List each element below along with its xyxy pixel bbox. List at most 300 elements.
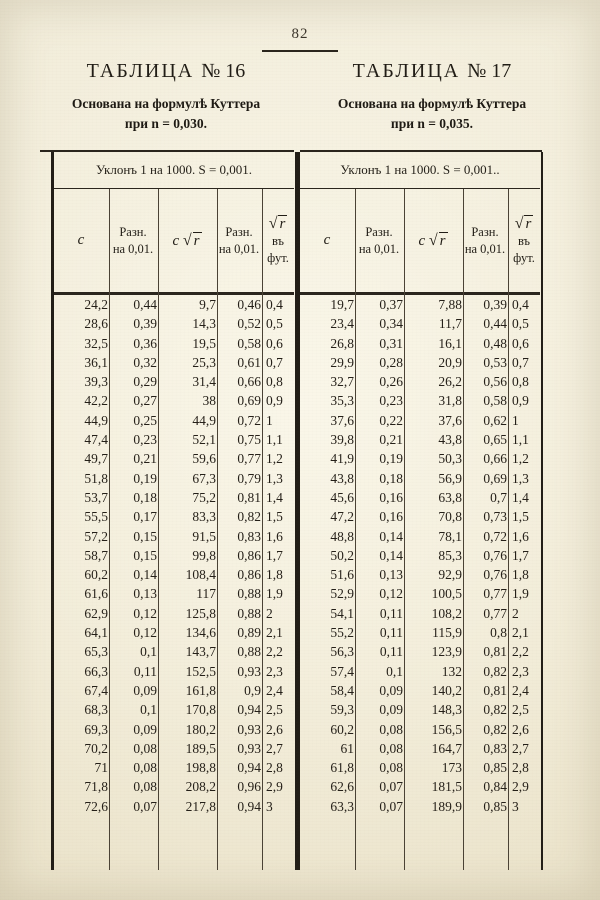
table-16-header-row <box>54 189 294 292</box>
table-17-cell-c_sqrt: 132 <box>441 663 462 679</box>
table-17-cell-d1: 0,08 <box>379 721 403 737</box>
table-16-cell-d1: 0,09 <box>133 721 157 737</box>
table-16-col-head-c-sqrt-r: c √ r <box>172 231 200 249</box>
table-17-cell-d2: 0,58 <box>483 393 507 409</box>
table-row <box>54 449 294 468</box>
table-17-cell-sqrt_r: 2,4 <box>512 682 529 698</box>
table-17-cell-sqrt_r: 2,6 <box>512 721 529 737</box>
table-16-cell-d2: 0,88 <box>237 644 261 660</box>
table-row <box>300 314 540 333</box>
table-17-cell-d1: 0,1 <box>386 663 403 679</box>
table-17-cell-d1: 0,12 <box>379 586 403 602</box>
table-16-cell-sqrt_r: 3 <box>266 798 273 814</box>
table-row <box>54 411 294 430</box>
table-17-cell-d2: 0,84 <box>483 779 507 795</box>
table-row <box>54 758 294 777</box>
table-16-cell-d2: 0,94 <box>237 798 261 814</box>
table-16-cell-d2: 0,9 <box>244 682 261 698</box>
table-16-cell-d1: 0,39 <box>133 316 157 332</box>
table-17-cell-d1: 0,14 <box>379 528 403 544</box>
table-17-cell-c_sqrt: 164,7 <box>431 740 462 756</box>
table-17-cell-d1: 0,16 <box>379 509 403 525</box>
table-17-cell-d1: 0,11 <box>379 605 403 621</box>
table-16-cell-d1: 0,19 <box>133 470 157 486</box>
table-16-cell-d1: 0,13 <box>133 586 157 602</box>
table-17-cell-c: 61,8 <box>330 760 354 776</box>
table-17-cell-d2: 0,48 <box>483 335 507 351</box>
table-16-cell-d2: 0,83 <box>237 528 261 544</box>
table-17-cell-d2: 0,85 <box>483 760 507 776</box>
table-17-col-head-diff2: Разн. на 0,01. <box>464 224 506 256</box>
table-17-cell-d1: 0,13 <box>379 567 403 583</box>
table-17-cell-c_sqrt: 115,9 <box>432 625 462 641</box>
table-17-cell-c: 57,4 <box>330 663 354 679</box>
table-16-cell-c: 42,2 <box>84 393 108 409</box>
table-17-cell-c_sqrt: 37,6 <box>438 412 462 428</box>
table-16-col-head-sqrt-r-feet: √ r въ фут. <box>267 214 289 265</box>
table-17-cell-d2: 0,81 <box>483 644 507 660</box>
table-row <box>300 623 540 642</box>
table-17-cell-c: 54,1 <box>330 605 354 621</box>
table-row <box>300 411 540 430</box>
table-16-cell-d2: 0,61 <box>237 354 261 370</box>
table-17-cell-sqrt_r: 1,1 <box>512 432 529 448</box>
table-16-cell-d2: 0,93 <box>237 740 261 756</box>
table-17-cell-c_sqrt: 63,8 <box>438 489 462 505</box>
table-16-cell-c_sqrt: 99,8 <box>192 547 216 563</box>
table-16-cell-sqrt_r: 2,4 <box>266 682 283 698</box>
table-17-cell-d2: 0,7 <box>490 489 507 505</box>
table-17-cell-c: 47,2 <box>330 509 354 525</box>
table-17-subtitle-line1: Основана на формулѣ Куттера <box>337 96 527 111</box>
table-16-cell-c_sqrt: 59,6 <box>192 451 216 467</box>
table-16-cell-sqrt_r: 2,5 <box>266 702 283 718</box>
table-17-cell-sqrt_r: 2,8 <box>512 760 529 776</box>
table-17-cell-c: 52,9 <box>330 586 354 602</box>
table-17-cell-c: 55,2 <box>330 625 354 641</box>
folio-rule <box>262 50 338 52</box>
table-17-cell-d1: 0,23 <box>379 393 403 409</box>
table-17-cell-d2: 0,76 <box>483 547 507 563</box>
table-16-cell-c_sqrt: 117 <box>196 586 216 602</box>
table-row <box>300 449 540 468</box>
table-16-cell-sqrt_r: 2,9 <box>266 779 283 795</box>
table-16-cell-d1: 0,21 <box>133 451 157 467</box>
table-row <box>54 430 294 449</box>
table-16-cell-sqrt_r: 1,7 <box>266 547 283 563</box>
table-17-cell-sqrt_r: 0,6 <box>512 335 529 351</box>
table-16-cell-d2: 0,79 <box>237 470 261 486</box>
table-16-cell-c_sqrt: 180,2 <box>185 721 216 737</box>
table-16-cell-c: 69,3 <box>84 721 108 737</box>
table-16-cell-c_sqrt: 75,2 <box>192 489 216 505</box>
table-row <box>300 604 540 623</box>
table-17-col-head-diff1: Разн. на 0,01. <box>358 224 400 256</box>
table-16-cell-d1: 0,23 <box>133 432 157 448</box>
table-16-cell-c_sqrt: 67,3 <box>192 470 216 486</box>
table-17-cell-d2: 0,53 <box>483 354 507 370</box>
table-16-cell-sqrt_r: 0,8 <box>266 374 283 390</box>
table-16-cell-sqrt_r: 2,7 <box>266 740 283 756</box>
table-16-cell-d2: 0,88 <box>237 605 261 621</box>
table-17-cell-d2: 0,66 <box>483 451 507 467</box>
table-17-cell-d1: 0,34 <box>379 316 403 332</box>
table-17-cell-c: 19,7 <box>330 297 354 312</box>
table-17-column-separator-4 <box>508 189 509 870</box>
table-17-cell-sqrt_r: 1 <box>512 412 519 428</box>
table-16-cell-c: 39,3 <box>84 374 108 390</box>
table-row <box>54 739 294 758</box>
table-16-cell-c: 24,2 <box>84 297 108 312</box>
table-17-cell-c: 32,7 <box>330 374 354 390</box>
table-row <box>300 391 540 410</box>
table-16-cell-c: 58,7 <box>84 547 108 563</box>
table-16-col-head-c: c <box>77 232 85 248</box>
table-17-cell-d1: 0,28 <box>379 354 403 370</box>
table-16-cell-d1: 0,27 <box>133 393 157 409</box>
table-17-cell-d2: 0,39 <box>483 297 507 312</box>
table-17-cell-sqrt_r: 2,3 <box>512 663 529 679</box>
table-16-cell-d2: 0,69 <box>237 393 261 409</box>
table-17-cell-d2: 0,77 <box>483 605 507 621</box>
table-17-cell-sqrt_r: 1,3 <box>512 470 529 486</box>
table-row <box>300 295 540 314</box>
table-17-cell-sqrt_r: 2,7 <box>512 740 529 756</box>
table-16-cell-c: 55,5 <box>84 509 108 525</box>
table-17-cell-sqrt_r: 2,5 <box>512 702 529 718</box>
table-17-cell-d1: 0,22 <box>379 412 403 428</box>
table-16-column-separator-1 <box>109 189 110 870</box>
table-17-cell-c: 62,6 <box>330 779 354 795</box>
table-16-cell-d2: 0,58 <box>237 335 261 351</box>
table-row <box>300 507 540 526</box>
table-16-cell-d1: 0,32 <box>133 354 157 370</box>
table-16-cell-d2: 0,66 <box>237 374 261 390</box>
table-17-cell-d2: 0,8 <box>490 625 507 641</box>
table-16-cell-d1: 0,44 <box>133 297 157 312</box>
table-row <box>300 430 540 449</box>
table-16-cell-sqrt_r: 2,3 <box>266 663 283 679</box>
table-16-subtitle-line1: Основана на формулѣ Куттера <box>71 96 261 111</box>
table-17-cell-c_sqrt: 108,2 <box>431 605 462 621</box>
table-17-cell-sqrt_r: 1,9 <box>512 586 529 602</box>
table-17-cell-sqrt_r: 2,2 <box>512 644 529 660</box>
table-17-cell-c_sqrt: 140,2 <box>431 682 462 698</box>
table-16-cell-c: 67,4 <box>84 682 108 698</box>
table-17-cell-c: 48,8 <box>330 528 354 544</box>
table-17-cell-d1: 0,18 <box>379 470 403 486</box>
table-16-cell-c: 51,8 <box>84 470 108 486</box>
table-row <box>300 720 540 739</box>
table-16-subtitle <box>38 94 294 134</box>
table-16-title <box>38 60 294 83</box>
table-16-cell-c_sqrt: 170,8 <box>185 702 216 718</box>
table-17-cell-c_sqrt: 100,5 <box>431 586 462 602</box>
table-16-cell-c_sqrt: 161,8 <box>185 682 216 698</box>
table-16-cell-sqrt_r: 0,4 <box>266 297 283 312</box>
table-17-cell-c: 63,3 <box>330 798 354 814</box>
table-17-cell-c_sqrt: 7,88 <box>438 297 462 312</box>
table-16-cell-sqrt_r: 0,9 <box>266 393 283 409</box>
table-17-cell-c_sqrt: 56,9 <box>438 470 462 486</box>
table-17-cell-d1: 0,21 <box>379 432 403 448</box>
table-17-cell-c: 26,8 <box>330 335 354 351</box>
table-16-cell-c: 68,3 <box>84 702 108 718</box>
table-17-cell-c_sqrt: 189,9 <box>431 798 462 814</box>
table-16-cell-c_sqrt: 108,4 <box>185 567 216 583</box>
table-17-cell-c_sqrt: 26,2 <box>438 374 462 390</box>
table-16-cell-sqrt_r: 1,2 <box>266 451 283 467</box>
table-17-cell-d1: 0,09 <box>379 702 403 718</box>
table-17-cell-sqrt_r: 2,9 <box>512 779 529 795</box>
table-16-cell-d1: 0,25 <box>133 412 157 428</box>
table-17-cell-d1: 0,16 <box>379 489 403 505</box>
table-17-cell-c: 59,3 <box>330 702 354 718</box>
table-16-cell-sqrt_r: 2,1 <box>266 625 283 641</box>
table-row <box>54 565 294 584</box>
table-17-cell-sqrt_r: 1,5 <box>512 509 529 525</box>
table-17-cell-c_sqrt: 85,3 <box>438 547 462 563</box>
table-17-cell-d1: 0,31 <box>379 335 403 351</box>
table-row <box>300 642 540 661</box>
table-16-cell-d2: 0,94 <box>237 702 261 718</box>
table-17-cell-sqrt_r: 0,7 <box>512 354 529 370</box>
table-16-cell-sqrt_r: 1,6 <box>266 528 283 544</box>
table-16-cell-d2: 0,96 <box>237 779 261 795</box>
table-row <box>300 372 540 391</box>
table-17-cell-c: 39,8 <box>330 432 354 448</box>
table-17-cell-sqrt_r: 1,2 <box>512 451 529 467</box>
table-row <box>54 527 294 546</box>
table-17-cell-c: 58,4 <box>330 682 354 698</box>
table-16-cell-c_sqrt: 44,9 <box>192 412 216 428</box>
table-row <box>300 488 540 507</box>
table-16-cell-sqrt_r: 1,3 <box>266 470 283 486</box>
table-16-cell-d2: 0,93 <box>237 721 261 737</box>
table-row <box>54 391 294 410</box>
table-16-cell-c_sqrt: 143,7 <box>185 644 216 660</box>
table-16-cell-c_sqrt: 83,3 <box>192 509 216 525</box>
table-16-body <box>54 295 294 816</box>
table-16-cell-d2: 0,77 <box>237 451 261 467</box>
table-17-cell-sqrt_r: 2 <box>512 605 519 621</box>
table-17-cell-c: 50,2 <box>330 547 354 563</box>
table-17-cell-c_sqrt: 173 <box>441 760 462 776</box>
table-row <box>300 334 540 353</box>
table-17-title <box>300 60 564 83</box>
table-17-body <box>300 295 540 816</box>
table-16-cell-c_sqrt: 9,7 <box>199 297 216 312</box>
table-16-cell-c_sqrt: 189,5 <box>185 740 216 756</box>
table-16-cell-d2: 0,94 <box>237 760 261 776</box>
table-17-band-caption: Уклонъ 1 на 1000. S = 0,001.. <box>340 162 500 177</box>
table-row <box>54 604 294 623</box>
table-row <box>54 777 294 796</box>
table-17-cell-d1: 0,19 <box>379 451 403 467</box>
table-17-column-separator-3 <box>463 189 464 870</box>
table-17-cell-d1: 0,26 <box>379 374 403 390</box>
table-17-subtitle-line2: при n = 0,035. <box>390 116 474 131</box>
table-17-cell-c_sqrt: 156,5 <box>431 721 462 737</box>
table-row <box>54 681 294 700</box>
table-17-cell-d1: 0,09 <box>379 682 403 698</box>
table-17-cell-d1: 0,08 <box>379 760 403 776</box>
table-row <box>54 295 294 314</box>
table-16-cell-c: 61,6 <box>84 586 108 602</box>
table-16-cell-c: 64,1 <box>84 625 108 641</box>
table-row <box>54 720 294 739</box>
table-16-column-separator-2 <box>158 189 159 870</box>
table-17-column-separator-1 <box>355 189 356 870</box>
table-16-cell-d1: 0,1 <box>140 644 157 660</box>
table-16-cell-c_sqrt: 208,2 <box>185 779 216 795</box>
table-16-cell-d1: 0,15 <box>133 547 157 563</box>
table-16-title-prefix: ТАБЛИЦА <box>86 60 195 82</box>
table-row <box>54 469 294 488</box>
table-16-cell-c: 60,2 <box>84 567 108 583</box>
table-row <box>54 488 294 507</box>
table-16-cell-c: 44,9 <box>84 412 108 428</box>
table-17-cell-c_sqrt: 50,3 <box>438 451 462 467</box>
table-16-cell-d2: 0,88 <box>237 586 261 602</box>
table-17-cell-sqrt_r: 3 <box>512 798 519 814</box>
table-16-column-separator-4 <box>262 189 263 870</box>
table-17-cell-c: 61 <box>340 740 354 756</box>
table-17-col-head-sqrt-r-feet: √ r въ фут. <box>513 214 535 265</box>
table-17-cell-c_sqrt: 11,7 <box>438 316 462 332</box>
table-17-cell-c: 29,9 <box>330 354 354 370</box>
table-17-cell-d2: 0,73 <box>483 509 507 525</box>
table-16-cell-sqrt_r: 0,7 <box>266 354 283 370</box>
table-16-cell-c: 49,7 <box>84 451 108 467</box>
table-16-cell-d1: 0,29 <box>133 374 157 390</box>
table-17 <box>300 152 540 870</box>
table-16-cell-sqrt_r: 0,6 <box>266 335 283 351</box>
table-16-cell-sqrt_r: 1,8 <box>266 567 283 583</box>
table-16-cell-c_sqrt: 14,3 <box>192 316 216 332</box>
table-row <box>300 797 540 816</box>
table-16-cell-d1: 0,08 <box>133 779 157 795</box>
table-16-cell-c_sqrt: 152,5 <box>185 663 216 679</box>
table-16-cell-d2: 0,52 <box>237 316 261 332</box>
table-16-cell-sqrt_r: 2,6 <box>266 721 283 737</box>
table-17-cell-c_sqrt: 43,8 <box>438 432 462 448</box>
table-17-column-separator-2 <box>404 189 405 870</box>
table-row <box>54 700 294 719</box>
table-17-cell-d1: 0,11 <box>379 625 403 641</box>
table-16-column-separator-3 <box>217 189 218 870</box>
table-17-cell-d2: 0,82 <box>483 721 507 737</box>
table-16-cell-c: 71,8 <box>84 779 108 795</box>
table-row <box>300 681 540 700</box>
table-17-cell-d2: 0,72 <box>483 528 507 544</box>
table-16-cell-sqrt_r: 1,1 <box>266 432 283 448</box>
table-17-cell-c_sqrt: 31,8 <box>438 393 462 409</box>
table-17-cell-c: 23,4 <box>330 316 354 332</box>
table-17-cell-d1: 0,07 <box>379 798 403 814</box>
table-16-cell-d2: 0,86 <box>237 547 261 563</box>
table-17-col-head-c: c <box>323 232 331 248</box>
table-16-cell-c: 72,6 <box>84 798 108 814</box>
table-16-cell-d1: 0,36 <box>133 335 157 351</box>
table-17-cell-d2: 0,82 <box>483 702 507 718</box>
table-17-cell-c: 51,6 <box>330 567 354 583</box>
table-17-title-number: № 17 <box>467 60 512 82</box>
table-row <box>54 353 294 372</box>
table-16-cell-d1: 0,09 <box>133 682 157 698</box>
table-16-cell-d2: 0,81 <box>237 489 261 505</box>
table-row <box>54 334 294 353</box>
table-17-cell-sqrt_r: 0,8 <box>512 374 529 390</box>
table-17-col-head-c-sqrt-r: c √ r <box>418 231 446 249</box>
table-16-cell-d2: 0,46 <box>237 297 261 312</box>
table-row <box>54 584 294 603</box>
table-16-cell-c: 28,6 <box>84 316 108 332</box>
table-17-cell-d2: 0,81 <box>483 682 507 698</box>
table-17-cell-d1: 0,07 <box>379 779 403 795</box>
table-16-cell-d1: 0,08 <box>133 760 157 776</box>
table-16-cell-c: 32,5 <box>84 335 108 351</box>
table-16-cell-c_sqrt: 25,3 <box>192 354 216 370</box>
page-number: 82 <box>291 26 309 42</box>
table-16-cell-d1: 0,18 <box>133 489 157 505</box>
table-row <box>300 469 540 488</box>
table-row <box>300 777 540 796</box>
table-row <box>300 353 540 372</box>
table-16-cell-c: 71 <box>94 760 108 776</box>
table-16-cell-d2: 0,89 <box>237 625 261 641</box>
table-16-cell-d1: 0,12 <box>133 605 157 621</box>
table-16-cell-d2: 0,86 <box>237 567 261 583</box>
table-17-cell-sqrt_r: 1,8 <box>512 567 529 583</box>
table-17-title-prefix: ТАБЛИЦА <box>352 60 461 82</box>
table-17-cell-sqrt_r: 0,4 <box>512 297 529 312</box>
table-row <box>54 642 294 661</box>
table-row <box>54 546 294 565</box>
table-16-cell-sqrt_r: 2,2 <box>266 644 283 660</box>
table-16-cell-c: 53,7 <box>84 489 108 505</box>
table-16-cell-c_sqrt: 217,8 <box>185 798 216 814</box>
table-17-cell-c_sqrt: 123,9 <box>431 644 462 660</box>
table-17-cell-c_sqrt: 181,5 <box>431 779 462 795</box>
table-16-cell-d1: 0,08 <box>133 740 157 756</box>
table-row <box>300 700 540 719</box>
table-17-cell-d1: 0,14 <box>379 547 403 563</box>
table-16-cell-d1: 0,1 <box>140 702 157 718</box>
table-16-col-head-diff1: Разн. на 0,01. <box>112 224 154 256</box>
table-16-cell-d1: 0,12 <box>133 625 157 641</box>
table-16-cell-d2: 0,72 <box>237 412 261 428</box>
table-17-cell-sqrt_r: 2,1 <box>512 625 529 641</box>
table-17-cell-d2: 0,62 <box>483 412 507 428</box>
table-17-cell-c_sqrt: 16,1 <box>438 335 462 351</box>
table-17-cell-c_sqrt: 92,9 <box>438 567 462 583</box>
table-16-cell-c: 66,3 <box>84 663 108 679</box>
table-17-cell-d2: 0,44 <box>483 316 507 332</box>
table-17-cell-c: 37,6 <box>330 412 354 428</box>
table-17-cell-d2: 0,85 <box>483 798 507 814</box>
table-17-cell-d2: 0,76 <box>483 567 507 583</box>
table-17-cell-sqrt_r: 1,7 <box>512 547 529 563</box>
table-16-cell-c_sqrt: 198,8 <box>185 760 216 776</box>
table-row <box>54 372 294 391</box>
table-16-cell-d1: 0,11 <box>133 663 157 679</box>
table-16-cell-c: 65,3 <box>84 644 108 660</box>
table-16-cell-c: 47,4 <box>84 432 108 448</box>
table-16-col-head-diff2: Разн. на 0,01. <box>218 224 260 256</box>
table-row <box>54 623 294 642</box>
table-16-cell-sqrt_r: 1,4 <box>266 489 283 505</box>
